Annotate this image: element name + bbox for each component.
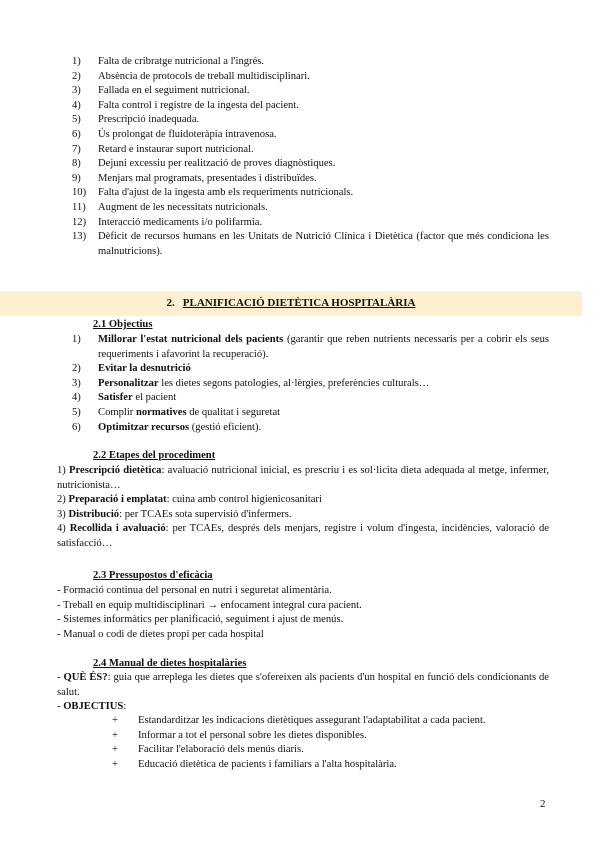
list-item: 2) Evitar la desnutrició <box>72 363 191 375</box>
list-item: 3) Personalitzar les dietes segons patologies, al·lèrgies, preferències culturals… <box>72 377 430 389</box>
list-item: 10) Falta d'ajust de la ingesta amb els requeriments nutricionals. <box>72 187 354 199</box>
stage-item: 2) Preparació i emplatat: cuina amb control higienicosanitari <box>57 494 322 506</box>
efficacy-item: - Formació contínua del personal en nutri i seguretat alimentària. <box>57 585 332 596</box>
list-item: + Educació dietètica de pacients i familiars a l'alta hospitalària. <box>112 758 397 770</box>
list-item: + Estandarditzar les indicacions dietètiques assegurant l'adaptabilitat a cada pacient. <box>112 715 486 726</box>
list-item: 4) Falta control i registre de la ingesta del pacient. <box>72 99 299 111</box>
list-item: 8) Dejuni excessiu per realització de proves diagnòstiques. <box>72 158 336 170</box>
objectives-label: - OBJECTIUS: <box>57 701 127 712</box>
list-item: 1) Falta de cribratge nutricional a l'ingrés. <box>72 56 265 67</box>
manual-definition: - QUÈ ÉS?: guia que arreplega les dietes que s'ofereixen als pacients d'un hospital en funció dels condicionants de salut. <box>57 672 549 698</box>
efficacy-item: - Manual o codi de dietes propi per cada hospital <box>57 628 264 640</box>
list-item: + Informar a tot el personal sobre les dietes disponibles. <box>112 729 367 741</box>
list-item: 4) Satisfer el pacient <box>72 392 177 404</box>
subsection-title-efficacy: 2.3 Pressupostos d'eficàcia <box>93 570 213 581</box>
list-item: 2) Absència de protocols de treball multidisciplinari. <box>72 70 310 82</box>
objectives-list <box>72 333 549 435</box>
list-item: 13) Dèficit de recursos humans en les Unitats de Nutrició Clínica i Dietètica (factor que més condiciona les malnutricions). <box>72 231 549 257</box>
list-item: 6) Ús prolongat de fluidoteràpia intravenosa. <box>72 128 277 140</box>
malnutrition-causes-list <box>72 55 549 259</box>
subsection-title-stages: 2.2 Etapes del procediment <box>93 450 216 461</box>
list-item: 11) Augment de les necessitats nutricionals. <box>72 201 268 213</box>
list-item: + Facilitar l'elaboració dels menús diaris. <box>112 744 304 756</box>
subsection-title-manual: 2.4 Manual de dietes hospitalàries <box>93 658 247 669</box>
stage-item: 1) Prescripció dietètica: avaluació nutricional inicial, es prescriu i es sol·licita dieta adequada al metge, infermer, nutricionista… <box>57 465 549 491</box>
section-heading: 2. PLANIFICACIÓ DIETÈTICA HOSPITALÀRIA <box>166 297 416 309</box>
manual-objectives-list <box>112 714 552 772</box>
list-item: 7) Retard e instaurar suport nutricional. <box>72 143 254 155</box>
efficacy-block <box>57 584 549 642</box>
subsection-title-objectives: 2.1 Objectius <box>93 319 153 330</box>
list-item: 3) Fallada en el seguiment nutricional. <box>72 85 250 97</box>
list-item: 1) Millorar l'estat nutricional dels pacients (garantir que reben nutrients necessaris per a cobrir els seus requeriments i afavorint la recuperació). <box>72 334 550 360</box>
list-item: 6) Optimitzar recursos (gestió eficient). <box>72 421 262 433</box>
stage-item: 4) Recollida i avaluació: per TCAEs, després dels menjars, registre i volum d'ingesta, incidències, valoració de satisfacció… <box>57 523 549 549</box>
efficacy-item: - Treball en equip multidisciplinari → enfocament integral cura pacient. <box>57 599 362 611</box>
list-item: 12) Interacció medicaments i/o polifarmia. <box>72 216 263 228</box>
stage-item: 3) Distribució: per TCAEs sota supervisió d'infermers. <box>57 508 292 520</box>
list-item: 5) Complir normatives de qualitat i seguretat <box>72 406 281 418</box>
list-item: 5) Prescripció inadequada. <box>72 114 200 126</box>
list-item: 9) Menjars mal programats, presentades i distribuïdes. <box>72 172 317 184</box>
stages-block <box>57 464 549 552</box>
page-number: 2 <box>540 798 546 810</box>
efficacy-item: - Sistemes informàtics per planificació, seguiment i ajust de menús. <box>57 614 344 626</box>
